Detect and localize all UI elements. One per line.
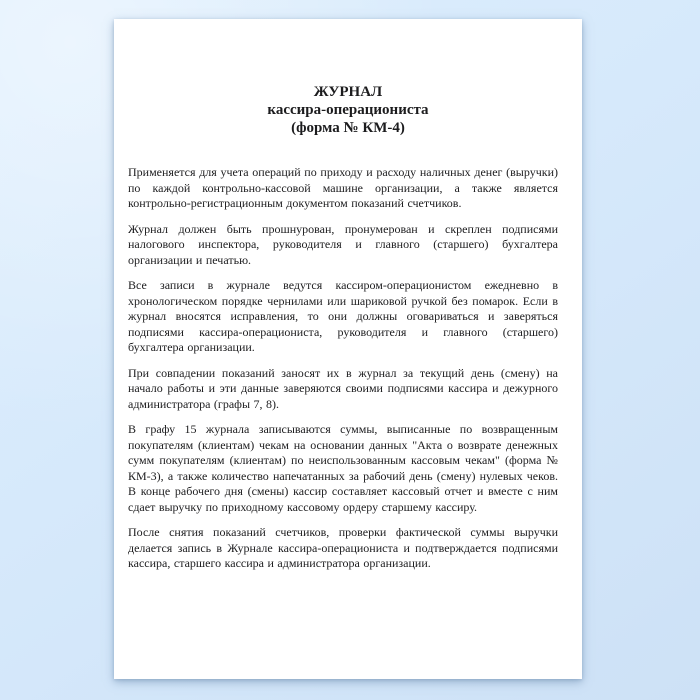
paragraph-readings-match: При совпадении показаний заносят их в журнал за текущий день (смену) на начало работы и эти данные заверяются своими подписями кассира и дежурного администратора (графы 7, 8). [128, 365, 558, 411]
paragraph-usage: Применяется для учета операций по приходу и расходу наличных денег (выручки) по каждой контрольно-кассовой машине организации, а также является контрольно-регистрационным документом показаний счетчиков. [128, 165, 558, 210]
document-body [128, 165, 558, 572]
paragraph-final-entry: После снятия показаний счетчиков, проверки фактической суммы выручки делается запись в Журнале кассира-операциониста и подтверждается подписями кассира, старшего кассира и администратора организации. [128, 525, 558, 570]
paragraph-column-15: В графу 15 журнала записываются суммы, выписанные по возвращенным покупателям (клиентам) чекам на основании данных "Акта о возврате денежных сумм покупателям (клиентам) по неиспользованным кассовым чекам" (форма № КМ-3), а также количество напечатанных за рабочий день (смену) нулевых чеков. В конце рабочего дня (смены) кассир составляет кассовый отчет и вместе с ним сдает выручку по приходному кассовому ордеру старшему кассиру. [128, 422, 558, 514]
paragraph-record-keeping: Все записи в журнале ведутся кассиром-операционистом ежедневно в хронологическом порядке чернилами или шариковой ручкой без помарок. Если в журнал вносятся исправления, то они должны оговариваться и заверяться подписями кассира-операциониста, руководителя и главного (старшего) бухгалтера организации. [128, 278, 558, 354]
document-title-line-1: ЖУРНАЛ [313, 84, 383, 100]
paragraph-binding-requirements: Журнал должен быть прошнурован, пронумерован и скреплен подписями налогового инспектора, руководителя и главного (старшего) бухгалтера организации и печатью. [128, 221, 558, 267]
document-title-line-2: кассира-операциониста [267, 102, 429, 118]
document-page [114, 19, 582, 679]
document-title [114, 83, 582, 137]
document-title-line-3: (форма № КМ-4) [291, 120, 405, 136]
